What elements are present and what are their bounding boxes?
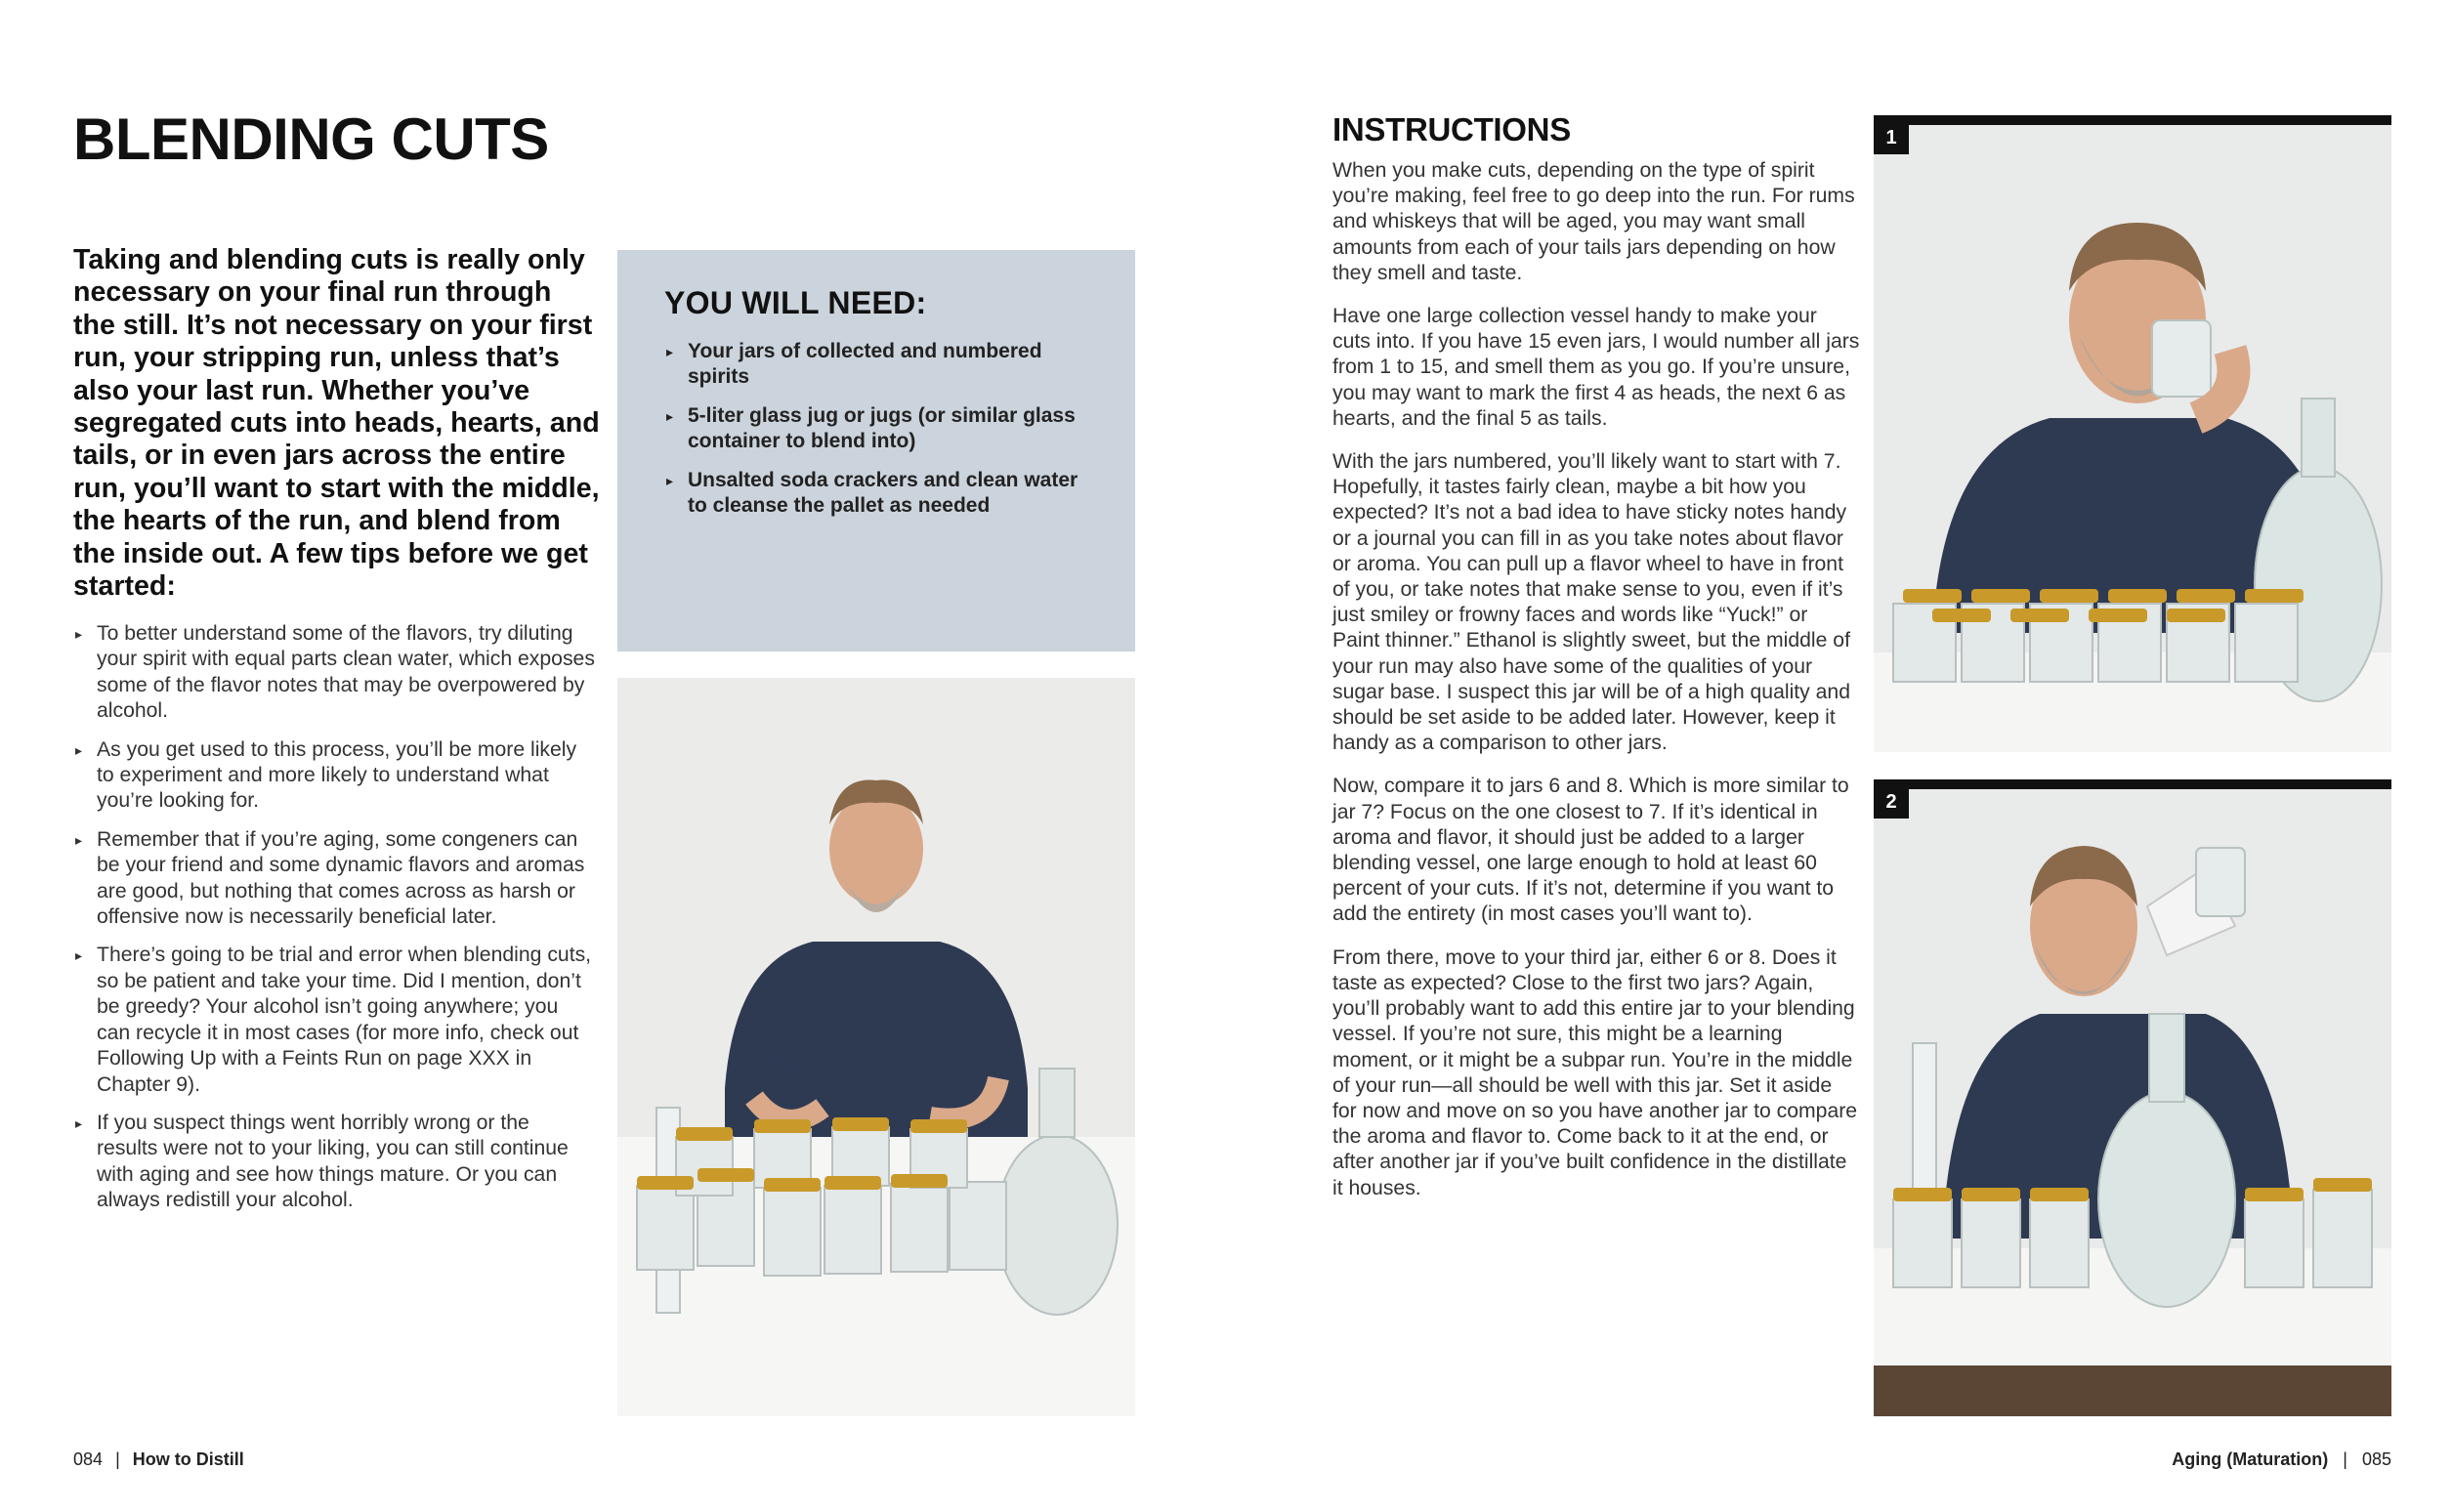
step-2-bar — [1874, 779, 2391, 789]
supplies-list — [664, 339, 1088, 519]
footer-right — [2172, 1449, 2391, 1470]
paragraph: Now, compare it to jars 6 and 8. Which is more similar to jar 7? Focus on the one closest to 7. If it’s identical in aroma and flavor, it should just be added to a larger blending vessel, one large enough to hold at least 60 percent of your cuts. If it’s not, determine if you want to add the entirety (in most cases you’ll want to). — [1332, 775, 1849, 926]
bullet-icon: ▸ — [75, 831, 83, 848]
intro-paragraph: Taking and blending cuts is really only necessary on your final run through the still. It’s not necessary on your first run, your stripping run, unless that’s also your last run. Whether you’ve segregated cuts into heads, hearts, and tails, or in even jars across the entire run, you’ll want to start with the middle, the hearts of the run, and blend from the inside out. A few tips before we get started: — [73, 244, 600, 603]
photo-arranging-jars — [617, 678, 1135, 1416]
list-item: ▸ Your jars of collected and numbered spirits — [666, 340, 1042, 388]
list-item: ▸ If you suspect things went horribly wrong or the results were not to your liking, you can still continue with aging and see how things mature. Or you can always redistill your alcohol. — [75, 1111, 569, 1212]
step-1-bar — [1874, 115, 2391, 125]
bullet-icon: ▸ — [666, 344, 674, 359]
bullet-icon: ▸ — [666, 408, 674, 424]
list-item: ▸ There’s going to be trial and error when blending cuts, so be patient and take your time. Did I mention, don’t be greedy? Your alcohol isn’t going anywhere; you can recycle it in most cases (for more info, check out Following Up with a Feints Run on page XXX in Chapter 9). — [75, 944, 592, 1096]
bullet-icon: ▸ — [75, 741, 83, 758]
footer-separator: | — [2343, 1449, 2347, 1469]
paragraph: With the jars numbered, you’ll likely want to start with 7. Hopefully, it tastes fairly clean, maybe a bit how you expected? It’s not a bad idea to have sticky notes handy or a journal you can fill in as you take notes about flavor or aroma. You can pull up a flavor wheel to have in front of you, or take notes that make sense to you, even if it’s just smiley or frowny faces and words like “Yuck!” or Paint thinner.” Ethanol is slightly sweet, but the middle of your run may also have some of the qualities of your sugar base. I suspect this jar will be of a high quality and should be set aside to be added later. However, keep it handy as a comparison to other jars. — [1332, 450, 1850, 755]
list-item: ▸ Remember that if you’re aging, some congeners can be your friend and some dynamic flavors and aromas are good, but nothing that comes across as harsh or offensive now is necessarily beneficial later. — [75, 827, 585, 929]
book-title: How to Distill — [132, 1449, 244, 1469]
page-number: 085 — [2361, 1449, 2391, 1469]
footer-separator: | — [115, 1449, 120, 1469]
paragraph: Have one large collection vessel handy to make your cuts into. If you have 15 even jars, I would number all jars from 1 to 15, and smell them as you go. If you’re unsure, you may want to mark the first 4 as heads, the next 6 as hearts, and the final 5 as tails. — [1332, 305, 1860, 430]
you-will-need-box — [617, 250, 1135, 651]
bullet-icon: ▸ — [75, 947, 83, 964]
tips-list — [73, 621, 596, 1227]
page-title: BLENDING CUTS — [73, 106, 549, 172]
list-item: ▸ Unsalted soda crackers and clean water to cleanse the pallet as needed — [666, 469, 1078, 517]
paragraph: From there, move to your third jar, either 6 or 8. Does it taste as expected? Close to the first two jars? Again, you’ll probably want to add this entire jar to your blending vessel. If you’re not sure, this might be a learning moment, or it might be a subpar run. You’re in the middle of your run—all should be well with this jar. Set it aside for now and move on so you have another jar to compare the aroma and flavor to. Come back to it at the end, or after another jar if you’ve built confidence in the distillate it houses. — [1332, 945, 1858, 1199]
bullet-icon: ▸ — [75, 626, 83, 642]
list-item: ▸ 5-liter glass jug or jugs (or similar glass container to blend into) — [666, 404, 1076, 452]
you-will-need-title: YOU WILL NEED: — [664, 285, 927, 320]
bullet-icon: ▸ — [666, 473, 674, 488]
list-item: ▸ As you get used to this process, you’ll be more likely to experiment and more likely to understand what you’re looking for. — [75, 737, 577, 813]
photo-illustration — [1874, 125, 2391, 752]
step-1-badge: 1 — [1874, 121, 1909, 154]
paragraph: When you make cuts, depending on the type of spirit you’re making, feel free to go deep into the run. For rums and whiskeys that will be aged, you may want small amounts from each of your tails jars depending on how they smell and taste. — [1332, 159, 1855, 284]
photo-illustration — [617, 678, 1135, 1416]
page-number: 084 — [73, 1449, 104, 1469]
instructions-title: INSTRUCTIONS — [1332, 111, 1571, 147]
chapter-title: Aging (Maturation) — [2172, 1449, 2329, 1469]
list-item: ▸ To better understand some of the flavors, try diluting your spirit with equal parts clean water, which exposes some of the flavor notes that may be overpowered by alcohol. — [75, 622, 595, 723]
photo-step-2-pouring — [1874, 789, 2391, 1416]
step-2-badge: 2 — [1874, 785, 1909, 819]
photo-illustration — [1874, 789, 2391, 1416]
instructions-body — [1332, 158, 1860, 1219]
bullet-icon: ▸ — [75, 1114, 83, 1131]
footer-left — [73, 1449, 244, 1470]
photo-step-1-smelling — [1874, 125, 2391, 752]
